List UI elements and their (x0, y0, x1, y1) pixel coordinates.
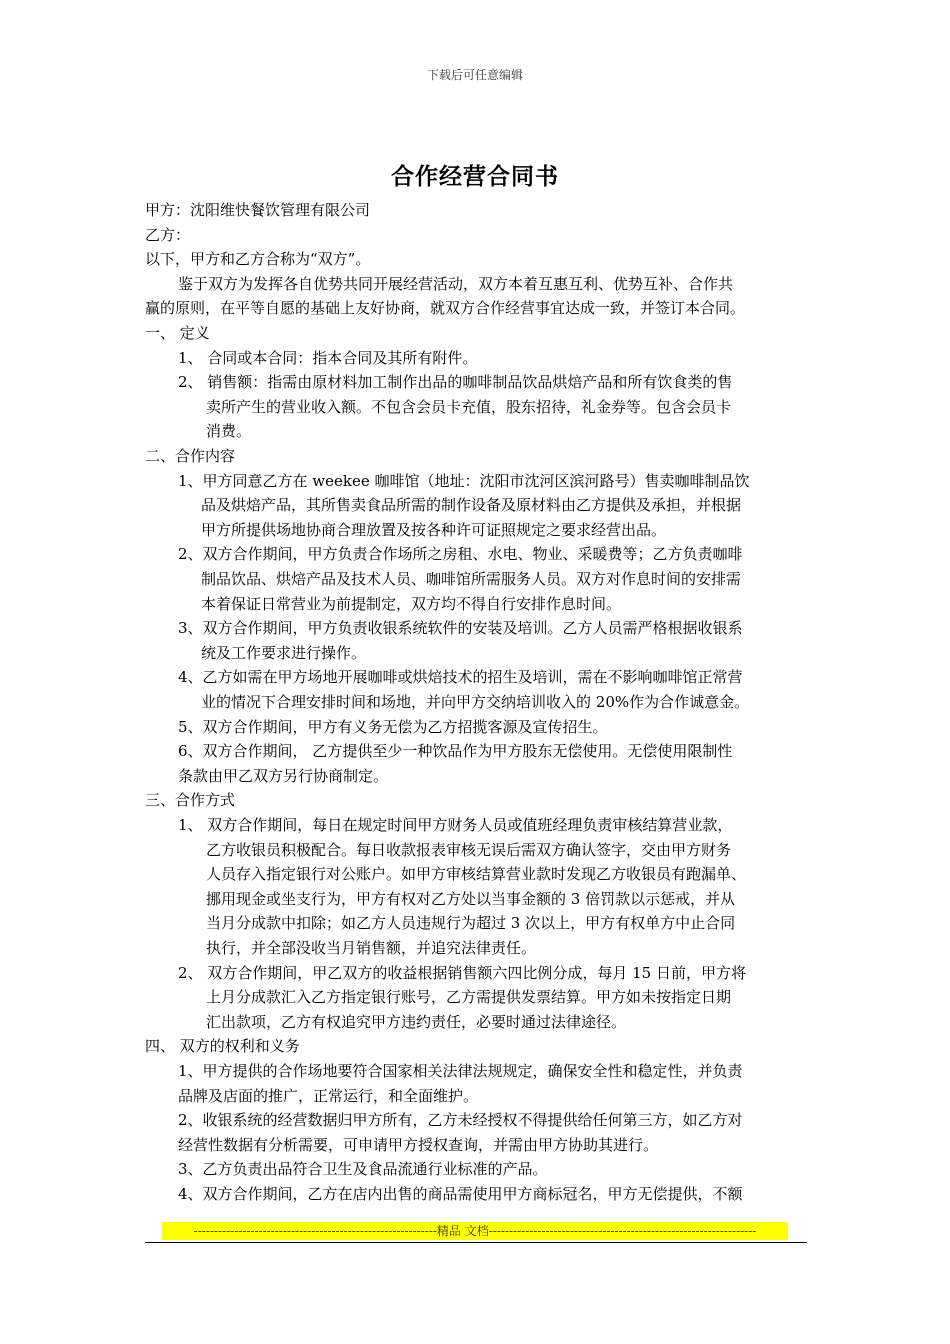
text-line: 业的情况下合理安排时间和场地，并向甲方交纳培训收入的 20%作为合作诚意金。 (201, 693, 750, 711)
text-line: 当月分成款中扣除；如乙方人员违规行为超过 3 次以上，甲方有权单方中止合同 (206, 914, 736, 933)
text-line: 1、甲方同意乙方在 weekee 咖啡馆（地址：沈阳市沈河区滨河路号）售卖咖啡制品饮 (178, 471, 750, 490)
text-line: 4、乙方如需在甲方场地开展咖啡或烘焙技术的招生及培训，需在不影响咖啡馆正常营 (178, 668, 743, 687)
text-line: 赢的原则，在平等自愿的基础上友好协商，就双方合作经营事宜达成一致，并签订本合同。 (145, 299, 746, 318)
text-line: 1、 双方合作期间，每日在规定时间甲方财务人员或值班经理负责审核结算营业款， (178, 816, 733, 834)
text-line: 上月分成款汇入乙方指定银行账号，乙方需提供发票结算。甲方如未按指定日期 (206, 988, 732, 1007)
text-line: 2、 销售额：指需由原材料加工制作出品的咖啡制品饮品烘焙产品和所有饮食类的售 (178, 373, 733, 392)
text-line: 鉴于双方为发挥各自优势共同开展经营活动，双方本着互惠互利、优势互补、合作共 (178, 274, 734, 293)
text-line: 卖所产生的营业收入额。不包含会员卡充值，股东招待，礼金券等。包含会员卡 (206, 397, 732, 416)
text-line: 乙方： (145, 225, 191, 244)
text-line: 以下，甲方和乙方合称为“双方”。 (145, 250, 371, 269)
text-line: 甲方所提供场地协商合理放置及按各种许可证照规定之要求经营出品。 (201, 520, 667, 539)
text-line: 消费。 (206, 422, 252, 441)
text-line: 四、 双方的权利和义务 (145, 1037, 300, 1056)
text-line: 品及烘焙产品，其所售卖食品所需的制作设备及原材料由乙方提供及承担，并根据 (201, 496, 742, 515)
text-line: 1、甲方提供的合作场地要符合国家相关法律法规规定，确保安全性和稳定性，并负责 (178, 1062, 743, 1080)
text-line: 二、合作内容 (145, 447, 236, 465)
text-line: 一、 定义 (145, 324, 210, 342)
footer-banner: ------------------------------------------------------------精品 文档------------------------------------------------------------------ (162, 1222, 788, 1240)
text-line: 3、双方合作期间，甲方负责收银系统软件的安装及培训。乙方人员需严格根据收银系 (178, 619, 743, 638)
text-line: 执行，并全部没收当月销售额，并追究法律责任。 (206, 939, 537, 957)
text-line: 甲方：沈阳维快餐饮管理有限公司 (145, 201, 371, 219)
text-line: 三、合作方式 (145, 791, 236, 810)
text-line: 本着保证日常营业为前提制定，双方均不得自行安排作息时间。 (201, 594, 622, 613)
text-line: 品牌及店面的推广，正常运行，和全面维护。 (178, 1086, 479, 1105)
text-line: 6、双方合作期间， 乙方提供至少一种饮品作为甲方股东无偿使用。无偿使用限制性 (178, 742, 733, 761)
header-note: 下载后可任意编辑 (426, 68, 523, 82)
text-line: 3、乙方负责出品符合卫生及食品流通行业标准的产品。 (178, 1160, 548, 1179)
text-line: 乙方收银员积极配合。每日收款报表审核无误后需双方确认签字，交由甲方财务 (206, 840, 732, 859)
text-line: 挪用现金或坐支行为，甲方有权对乙方处以当事金额的 3 倍罚款以示惩戒，并从 (206, 889, 736, 908)
text-line: 条款由甲乙双方另行协商制定。 (178, 766, 389, 785)
text-line: 4、双方合作期间，乙方在店内出售的商品需使用甲方商标冠名，甲方无偿提供，不额 (178, 1185, 743, 1203)
footer-divider (145, 1242, 807, 1243)
text-line: 1、 合同或本合同：指本合同及其所有附件。 (178, 348, 478, 367)
text-line: 经营性数据有分析需要，可申请甲方授权查询，并需由甲方协助其进行。 (178, 1135, 659, 1154)
text-line: 人员存入指定银行对公账户。如甲方审核结算营业款时发现乙方收银员有跑漏单、 (206, 865, 747, 884)
text-line: 2、收银系统的经营数据归甲方所有，乙方未经授权不得提供给任何第三方，如乙方对 (178, 1111, 743, 1130)
text-line: 汇出款项，乙方有权追究甲方违约责任，必要时通过法律途径。 (206, 1012, 627, 1031)
document-title: 合作经营合同书 (391, 163, 559, 190)
text-line: 2、 双方合作期间，甲乙双方的收益根据销售额六四比例分成，每月 15 日前，甲方将 (178, 963, 746, 982)
text-line: 制品饮品、烘焙产品及技术人员、咖啡馆所需服务人员。双方对作息时间的安排需 (201, 570, 742, 588)
text-line: 5、双方合作期间，甲方有义务无偿为乙方招揽客源及宣传招生。 (178, 717, 608, 736)
text-line: 2、双方合作期间，甲方负责合作场所之房租、水电、物业、采暖费等；乙方负责咖啡 (178, 545, 743, 564)
text-line: 统及工作要求进行操作。 (201, 643, 367, 662)
